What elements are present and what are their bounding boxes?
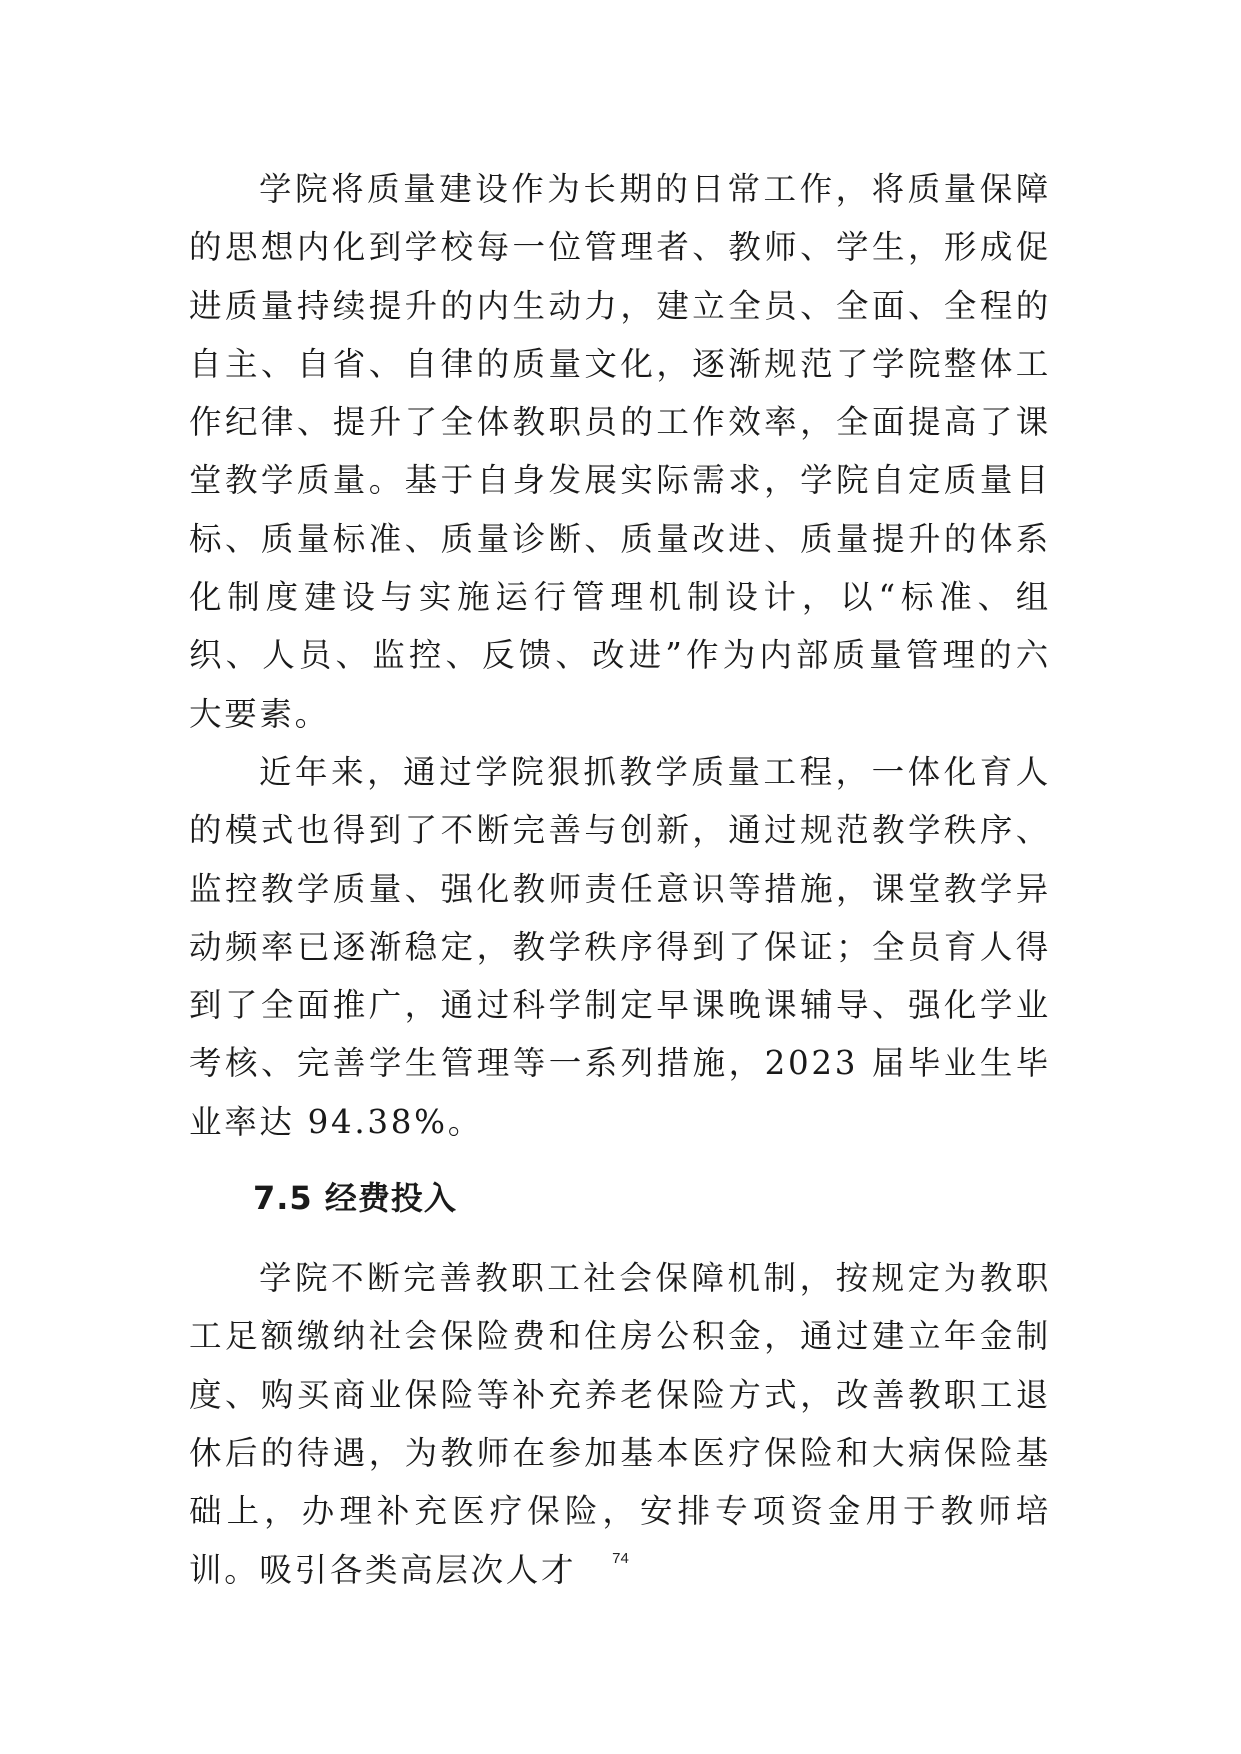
section-heading: 7.5 经费投入: [253, 1179, 457, 1218]
page-number: 74: [612, 1550, 629, 1567]
document-body: [189, 160, 1051, 1599]
paragraph-funding: 学院不断完善教职工社会保障机制，按规定为教职工足额缴纳社会保险费和住房公积金，通过建立年金制度、购买商业保险等补充养老保险方式，改善教职工退休后的待遇，为教师在参加基本医疗保险和大病保险基础上，办理补充医疗保险，安排专项资金用于教师培训。吸引各类高层次人才: [189, 1259, 1051, 1589]
paragraph-teaching-quality: 近年来，通过学院狠抓教学质量工程，一体化育人的模式也得到了不断完善与创新，通过规范教学秩序、监控教学质量、强化教师责任意识等措施，课堂教学异动频率已逐渐稳定，教学秩序得到了保证；全员育人得到了全面推广，通过科学制定早课晚课辅导、强化学业考核、完善学生管理等一系列措施，2023 届毕业生毕业率达 94.38%。: [189, 752, 1051, 1141]
paragraph-quality-culture: 学院将质量建设作为长期的日常工作，将质量保障的思想内化到学校每一位管理者、教师、学生，形成促进质量持续提升的内生动力，建立全员、全面、全程的自主、自省、自律的质量文化，逐渐规范了学院整体工作纪律、提升了全体教职员的工作效率，全面提高了课堂教学质量。基于自身发展实际需求，学院自定质量目标、质量标准、质量诊断、质量改进、质量提升的体系化制度建设与实施运行管理机制设计，以“标准、组织、人员、监控、反馈、改进”作为内部质量管理的六大要素。: [189, 170, 1051, 733]
